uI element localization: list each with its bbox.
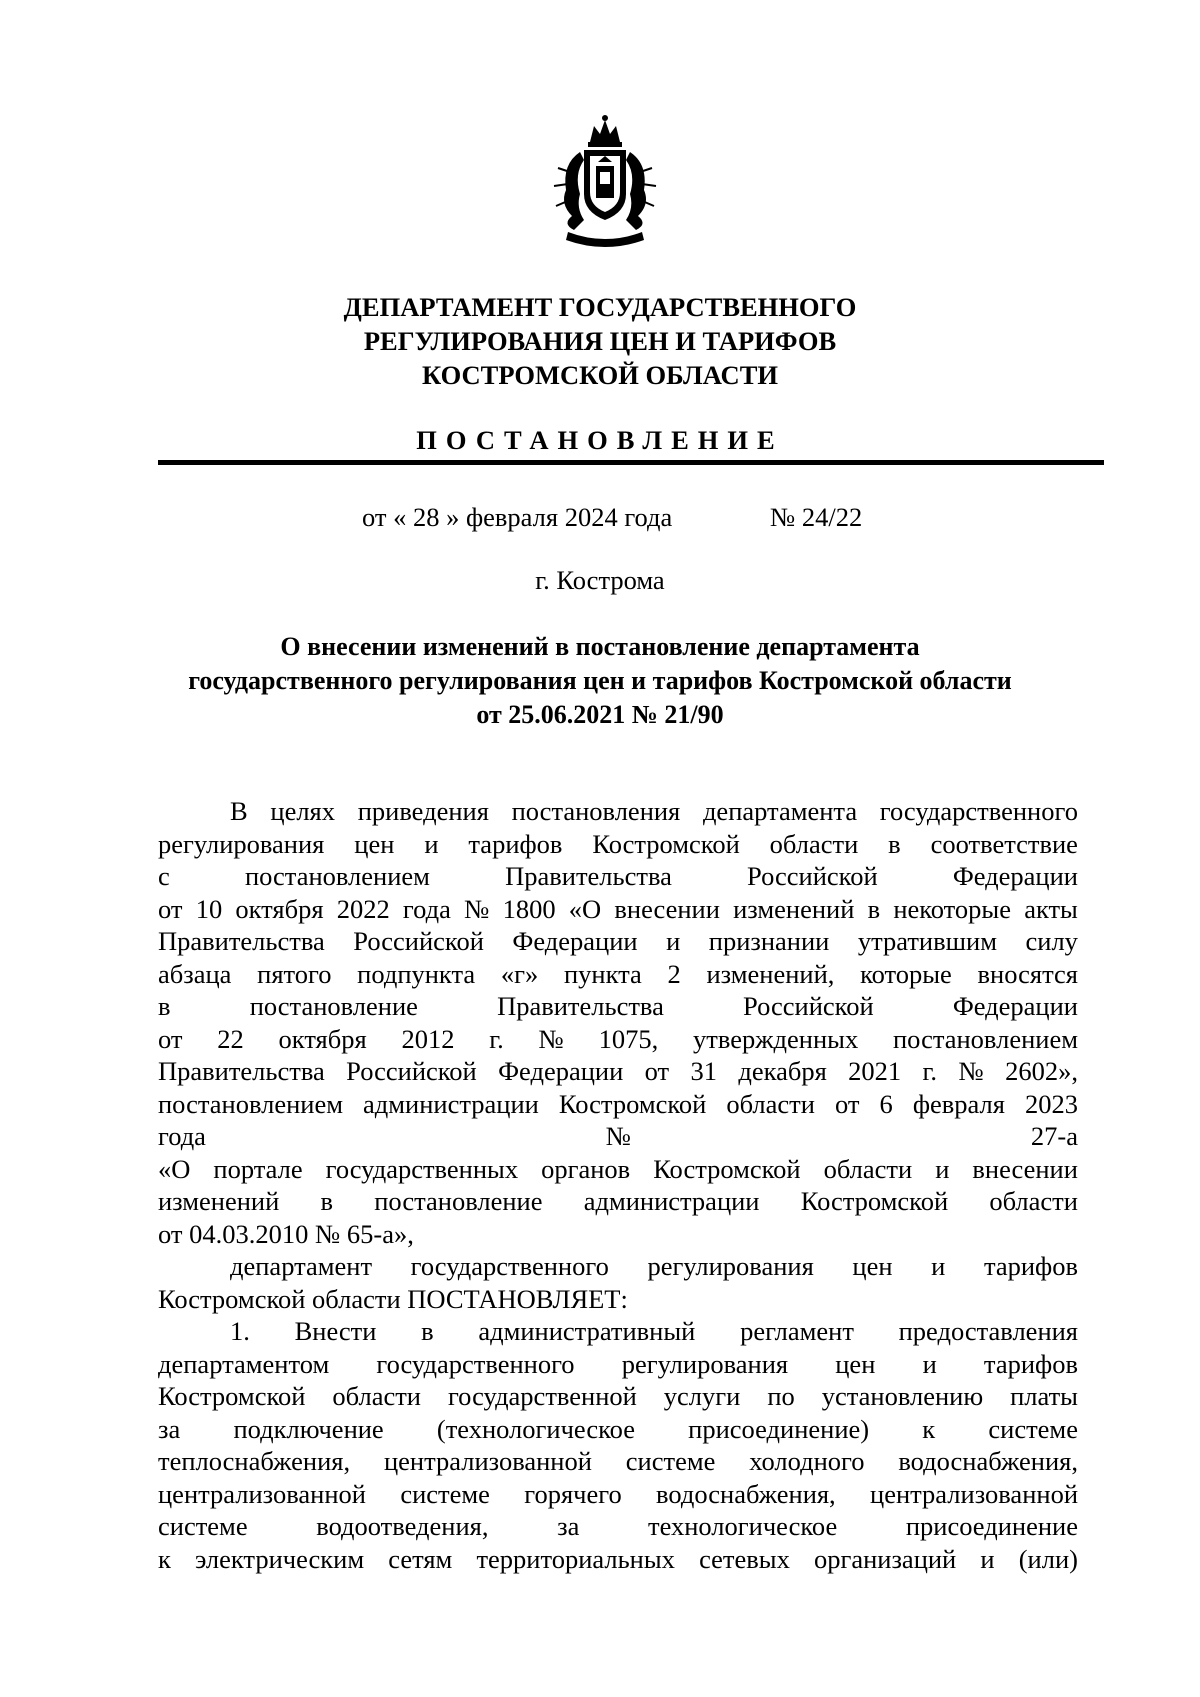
- body-word: утвержденных: [693, 1023, 859, 1054]
- body-word: присоединение: [905, 1511, 1078, 1541]
- body-word: подпункта: [357, 958, 476, 989]
- body-word: системе: [158, 1511, 248, 1541]
- body-word: 31: [690, 1056, 718, 1086]
- body-word: утратившим: [857, 926, 997, 956]
- body-word: №: [958, 1056, 984, 1086]
- body-word: и: [935, 1153, 950, 1184]
- body-word: (или): [1018, 1543, 1078, 1574]
- body-word: Федерации: [952, 991, 1078, 1021]
- body-word: постановлением: [892, 1023, 1078, 1054]
- body-word: «О: [568, 893, 602, 924]
- body-word: 2: [667, 958, 681, 989]
- body-word: 1.: [230, 1316, 250, 1346]
- body-word: постановления: [511, 796, 681, 826]
- body-word: которые: [860, 958, 952, 989]
- body-word: технологическое: [647, 1511, 838, 1541]
- body-word: портале: [213, 1153, 303, 1184]
- body-word: Правительства: [505, 861, 672, 891]
- body-word: регулирования: [621, 1348, 789, 1379]
- body-line: [158, 1543, 1078, 1576]
- body-word: за: [557, 1511, 580, 1541]
- body-word: тарифов: [468, 828, 563, 859]
- body-word: Костромской: [558, 1088, 707, 1119]
- body-word: 2022: [336, 893, 390, 924]
- body-word: Федерации: [498, 1056, 624, 1086]
- body-word: государственного: [376, 1348, 575, 1379]
- body-word: к: [158, 1543, 171, 1574]
- body-line: [158, 1250, 1078, 1283]
- body-word: государственной: [447, 1381, 637, 1411]
- body-word: организаций: [813, 1543, 957, 1574]
- body-word: области: [989, 1186, 1078, 1216]
- body-word: и: [666, 926, 681, 956]
- title-line: государственного регулирования цен и тарифов Костромской области: [188, 666, 1012, 695]
- body-word: постановление: [249, 991, 418, 1021]
- body-word: г.: [922, 1056, 938, 1086]
- body-word: Костромской: [592, 828, 740, 859]
- body-word: (технологическое: [436, 1413, 635, 1444]
- body-word: Костромской: [653, 1153, 801, 1184]
- body-word: 2021: [848, 1056, 902, 1086]
- department-line: ДЕПАРТАМЕНТ ГОСУДАРСТВЕННОГО: [343, 292, 857, 322]
- body-word: №: [538, 1023, 564, 1054]
- body-word: централизованной: [158, 1478, 366, 1509]
- body-line: [158, 1055, 1078, 1088]
- body-word: изменений,: [706, 958, 835, 989]
- department-name: [0, 290, 1200, 392]
- body-line: [158, 1218, 1078, 1251]
- body-word: области: [726, 1088, 815, 1119]
- body-word: и: [922, 1348, 937, 1379]
- body-word: пункта: [563, 958, 642, 989]
- body-word: и: [931, 1251, 946, 1281]
- body-word: цен: [354, 828, 395, 859]
- body-word: 2023: [1024, 1088, 1078, 1119]
- body-word: акты: [1024, 893, 1078, 924]
- body-word: Правительства: [158, 926, 325, 956]
- body-word: Костромской: [158, 1381, 306, 1411]
- body-word: услуги: [663, 1381, 741, 1411]
- body-word: некоторые: [893, 893, 1011, 924]
- body-word: с: [158, 861, 170, 891]
- body-word: государственного: [410, 1251, 609, 1281]
- body-word: системе: [625, 1446, 716, 1476]
- body-word: 2012: [401, 1023, 455, 1054]
- body-word: «г»: [500, 958, 539, 989]
- department-line: КОСТРОМСКОЙ ОБЛАСТИ: [422, 360, 778, 390]
- body-word: сетям: [388, 1543, 453, 1574]
- body-line: [158, 990, 1078, 1023]
- title-line: О внесении изменений в постановление департамента: [280, 632, 920, 661]
- body-line: [158, 795, 1078, 828]
- body-word: Федерации: [952, 861, 1078, 891]
- body-word: в: [158, 991, 171, 1021]
- body-word: водоснабжения,: [898, 1446, 1078, 1476]
- body-word: года: [402, 893, 451, 924]
- document-city: г. Кострома: [535, 565, 665, 595]
- body-word: к: [922, 1413, 936, 1444]
- body-word: от: [835, 1088, 860, 1119]
- body-word: централизованной: [870, 1478, 1078, 1509]
- body-line: [158, 1348, 1078, 1381]
- header-divider: [158, 460, 1104, 465]
- body-word: департаментом: [158, 1348, 330, 1379]
- body-line: [158, 1023, 1078, 1056]
- document-body: [158, 795, 1078, 1575]
- body-word: октября: [278, 1023, 367, 1054]
- body-word: 1800: [502, 893, 556, 924]
- body-word: за: [158, 1413, 181, 1444]
- body-word: Костромской: [800, 1186, 949, 1216]
- coat-of-arms-emblem: [540, 112, 670, 252]
- body-word: Правительства: [158, 1056, 325, 1086]
- body-word: горячего: [524, 1478, 622, 1509]
- body-word: администрации: [583, 1186, 760, 1216]
- body-word: внесении: [972, 1153, 1078, 1184]
- body-word: 2602»,: [1005, 1056, 1078, 1086]
- body-line: [158, 1380, 1078, 1413]
- body-word: г.: [489, 1023, 504, 1054]
- body-word: тарифов: [983, 1251, 1078, 1281]
- body-line: [158, 1510, 1078, 1543]
- body-line: [158, 828, 1078, 861]
- body-word: в: [888, 828, 901, 859]
- body-line: [158, 1413, 1078, 1446]
- body-word: Внести: [294, 1316, 377, 1346]
- body-word: Российской: [743, 991, 874, 1021]
- document-date: от « 28 » февраля 2024 года: [362, 502, 673, 532]
- body-word: административный: [478, 1316, 696, 1346]
- department-line: РЕГУЛИРОВАНИЯ ЦЕН И ТАРИФОВ: [363, 326, 837, 356]
- body-word: системе: [988, 1413, 1078, 1444]
- body-line: [158, 860, 1078, 893]
- body-word: октября: [235, 893, 324, 924]
- body-word: регулирования: [158, 828, 325, 859]
- body-word: 6: [879, 1088, 893, 1119]
- body-word: государственного: [879, 796, 1078, 826]
- body-word: вносятся: [977, 958, 1078, 989]
- body-word: Российской: [747, 861, 878, 891]
- body-word: присоединение): [688, 1413, 870, 1444]
- body-word: Правительства: [497, 991, 664, 1021]
- body-word: целях: [270, 796, 335, 826]
- body-word: департамента: [702, 796, 858, 826]
- body-word: подключение: [233, 1413, 384, 1444]
- body-word: изменений: [158, 1186, 280, 1216]
- document-number: № 24/22: [770, 502, 863, 532]
- body-word: 10: [195, 893, 223, 924]
- body-line: [158, 1315, 1078, 1348]
- body-word: признании: [708, 926, 830, 956]
- body-word: Федерации: [512, 926, 638, 956]
- body-word: в: [867, 893, 881, 924]
- body-word: теплоснабжения,: [158, 1446, 351, 1476]
- body-word: в: [421, 1316, 434, 1346]
- body-word: постановлением: [158, 1088, 343, 1119]
- body-word: приведения: [357, 796, 489, 826]
- body-word: внесении: [614, 893, 720, 924]
- body-word: администрации: [363, 1088, 539, 1119]
- body-word: тарифов: [983, 1348, 1078, 1379]
- body-word: холодного: [749, 1446, 865, 1476]
- body-word: №: [605, 1121, 632, 1151]
- body-word: централизованной: [383, 1446, 592, 1476]
- body-word: по: [767, 1381, 795, 1411]
- body-word: системе: [400, 1478, 490, 1509]
- body-word: электрическим: [195, 1543, 365, 1574]
- body-word: предоставления: [898, 1316, 1078, 1346]
- body-word: регламент: [740, 1316, 854, 1346]
- body-word: 27-а: [1030, 1121, 1078, 1151]
- body-word: силу: [1025, 926, 1078, 956]
- body-word: и: [980, 1543, 995, 1574]
- body-word: области: [823, 1153, 913, 1184]
- body-word: области: [769, 828, 859, 859]
- body-word: Российской: [346, 1056, 477, 1086]
- body-text: Костромской области ПОСТАНОВЛЯЕТ:: [158, 1283, 628, 1314]
- document-type-heading: ПОСТАНОВЛЕНИЕ: [416, 425, 784, 455]
- body-word: абзаца: [158, 958, 232, 989]
- body-line: [158, 1120, 1078, 1153]
- body-word: цен: [852, 1251, 893, 1281]
- body-word: и: [424, 828, 439, 859]
- body-word: постановление: [374, 1186, 543, 1216]
- body-text: от 04.03.2010 № 65-а»,: [158, 1218, 414, 1249]
- body-line: [158, 925, 1078, 958]
- body-word: департамент: [230, 1251, 373, 1281]
- title-line: от 25.06.2021 № 21/90: [476, 700, 724, 729]
- body-word: «О: [158, 1153, 191, 1184]
- body-word: №: [464, 893, 490, 924]
- body-line: [158, 893, 1078, 926]
- body-line: [158, 1478, 1078, 1511]
- body-word: от: [644, 1056, 670, 1086]
- body-word: от: [158, 1023, 183, 1054]
- body-word: соответствие: [930, 828, 1078, 859]
- body-word: государственных: [325, 1153, 519, 1184]
- body-word: изменений: [733, 893, 855, 924]
- body-word: Российской: [353, 926, 484, 956]
- body-line: [158, 958, 1078, 991]
- body-word: от: [158, 893, 183, 924]
- body-word: года: [158, 1121, 206, 1151]
- body-word: 1075,: [598, 1023, 659, 1054]
- body-word: цен: [835, 1348, 876, 1379]
- body-word: пятого: [257, 958, 332, 989]
- body-line: [158, 1445, 1078, 1478]
- body-word: в: [320, 1186, 334, 1216]
- body-word: органов: [541, 1153, 631, 1184]
- body-line: [158, 1088, 1078, 1121]
- body-word: установлению: [821, 1381, 984, 1411]
- document-title: [0, 630, 1200, 732]
- body-line: [158, 1185, 1078, 1218]
- body-word: 22: [217, 1023, 244, 1054]
- body-line: [158, 1283, 1078, 1316]
- body-word: сетевых: [699, 1543, 790, 1574]
- body-word: водоснабжения,: [656, 1478, 836, 1509]
- body-word: постановлением: [244, 861, 430, 891]
- body-word: водоотведения,: [316, 1511, 489, 1541]
- body-word: территориальных: [476, 1543, 675, 1574]
- body-word: декабря: [738, 1056, 827, 1086]
- body-word: платы: [1010, 1381, 1078, 1411]
- body-line: [158, 1153, 1078, 1186]
- body-word: В: [230, 796, 248, 826]
- date-number-line: [0, 500, 1200, 534]
- body-word: регулирования: [647, 1251, 814, 1281]
- body-word: области: [332, 1381, 421, 1411]
- body-word: февраля: [912, 1088, 1005, 1119]
